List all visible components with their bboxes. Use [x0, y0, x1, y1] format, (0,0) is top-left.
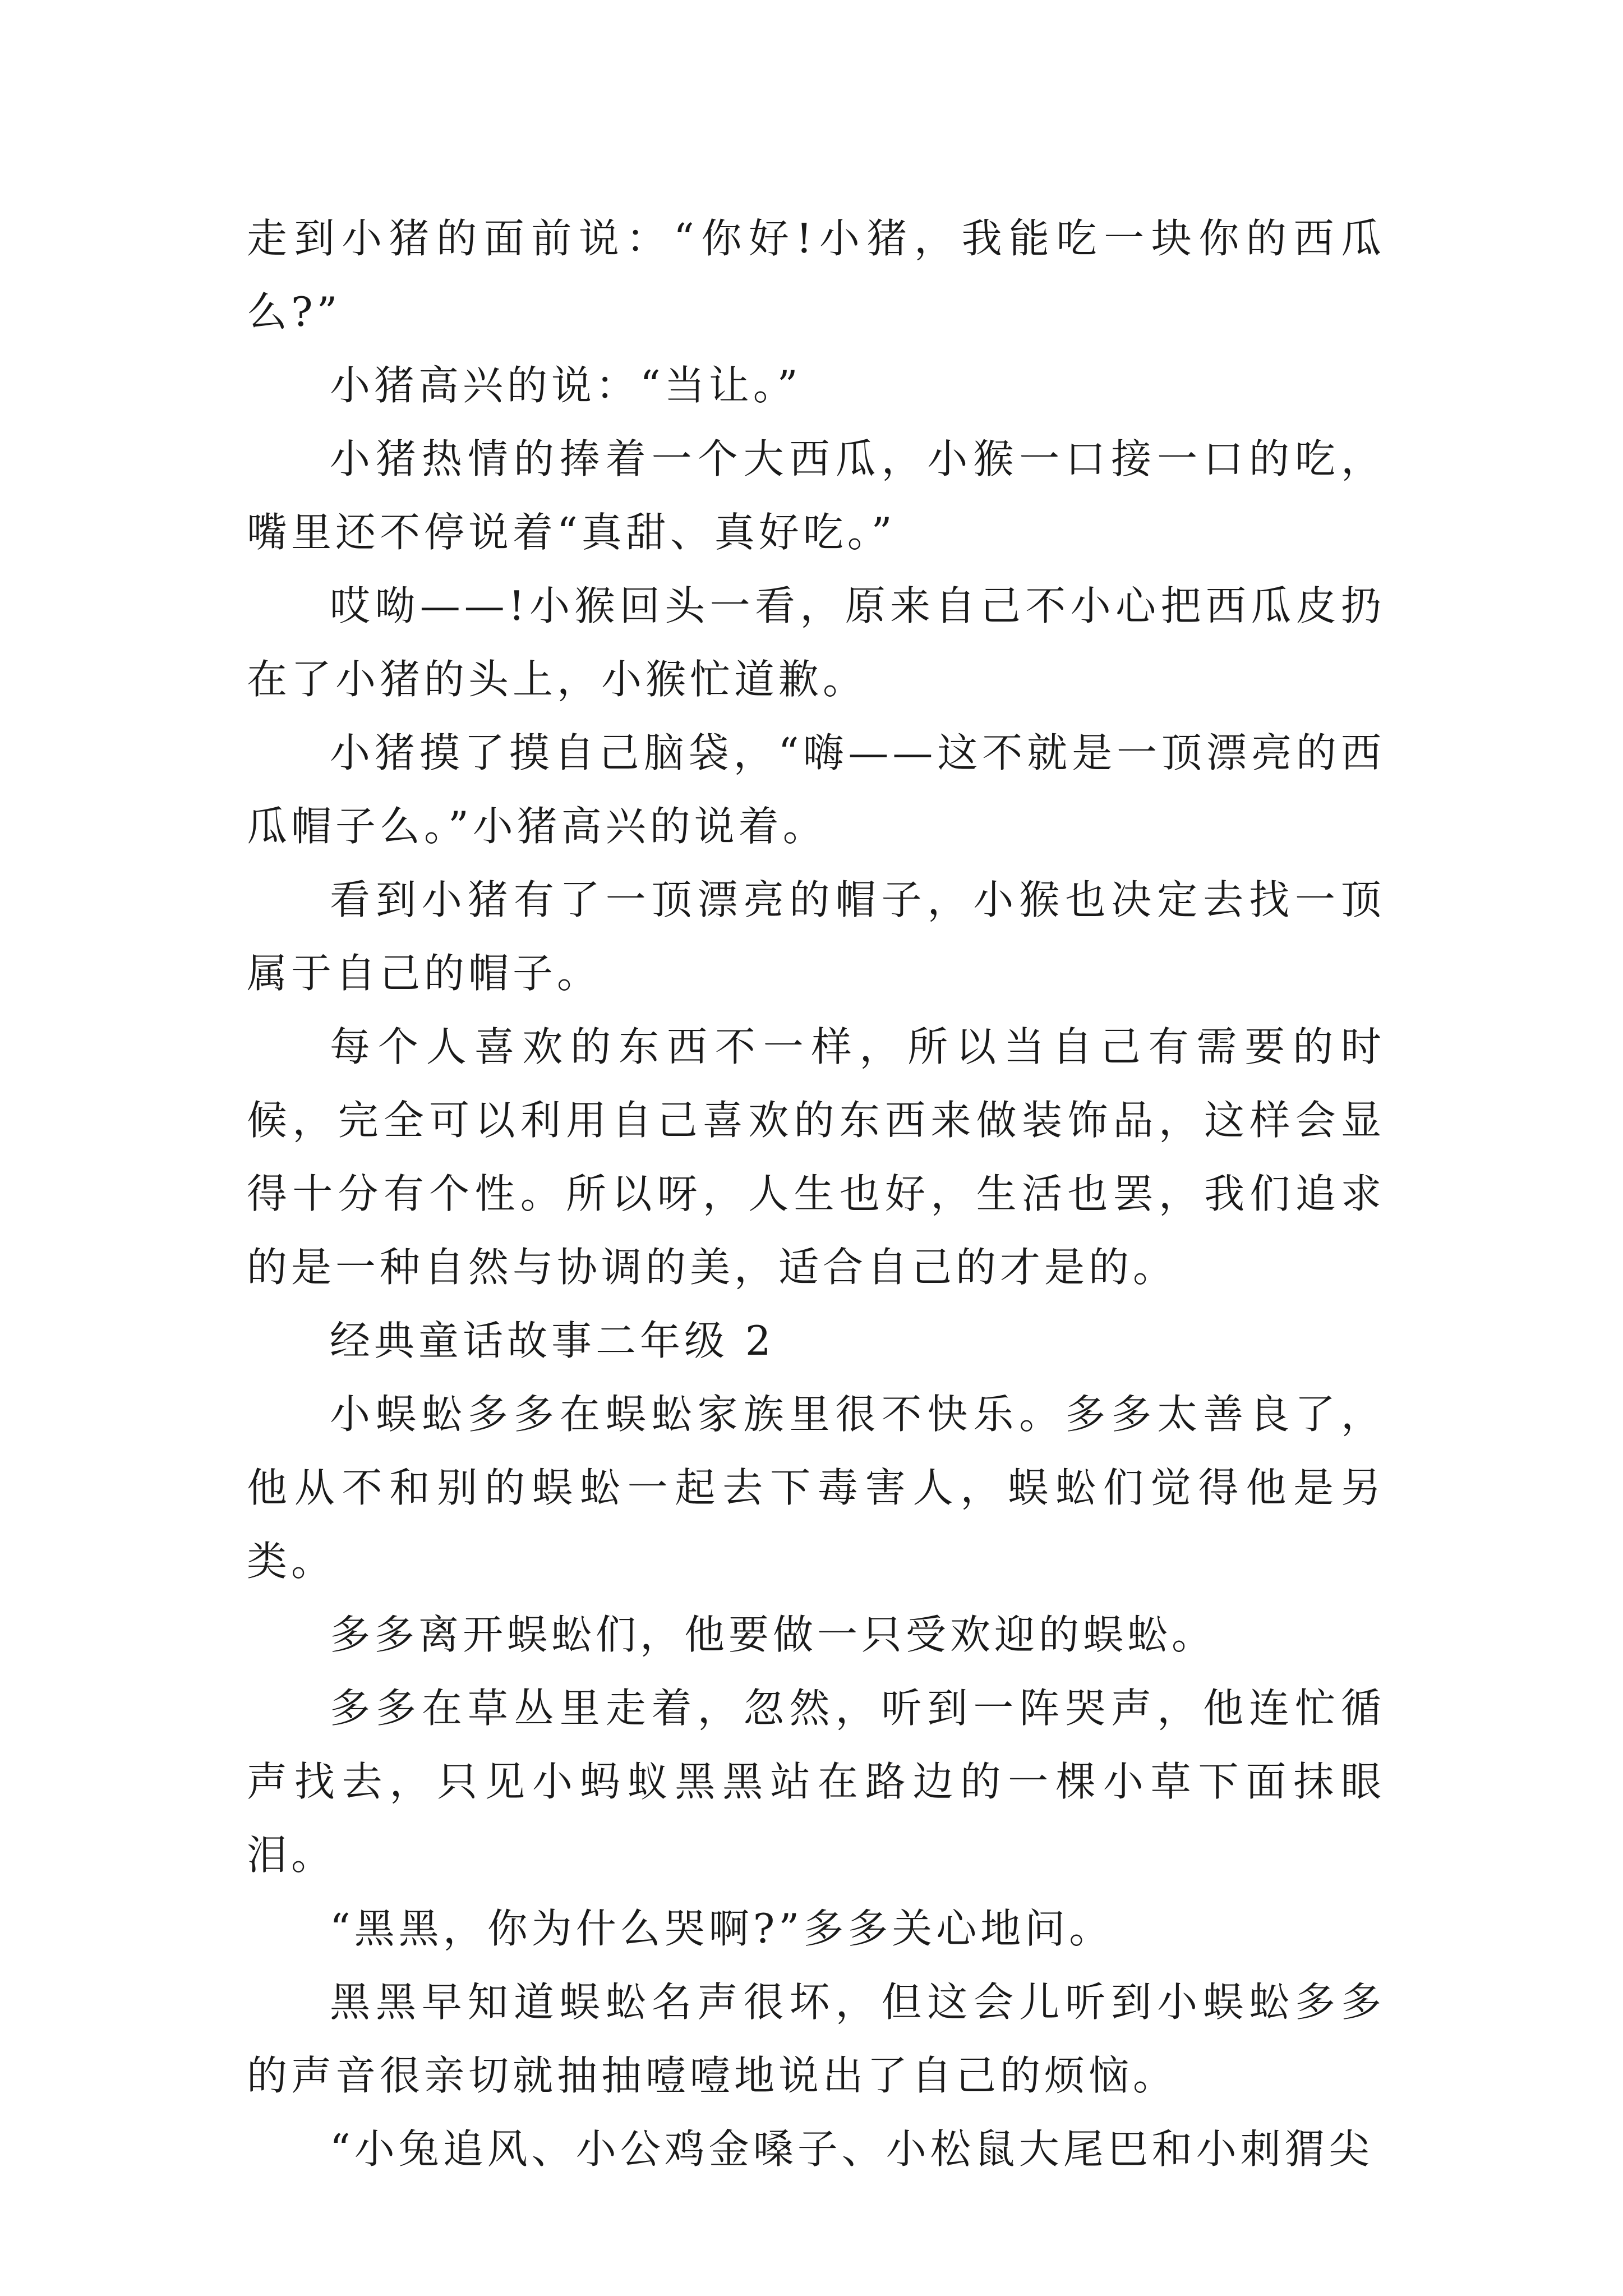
paragraph: “黑黑，你为什么哭啊?”多多关心地问。 — [330, 1905, 1114, 1952]
paragraph: 哎呦——!小猴回头一看，原来自己不小心把西瓜皮扔在了小猪的头上，小猴忙道歉。 — [247, 582, 1385, 703]
paragraph: 黑黑早知道蜈蚣名声很坏，但这会儿听到小蜈蚣多多的声音很亲切就抽抽噎噎地说出了自己的烦恼。 — [247, 1978, 1385, 2099]
paragraph: 看到小猪有了一顶漂亮的帽子，小猴也决定去找一顶属于自己的帽子。 — [247, 876, 1385, 997]
paragraph: 多多在草丛里走着，忽然，听到一阵哭声，他连忙循声找去，只见小蚂蚁黑黑站在路边的一棵小草下面抹眼泪。 — [247, 1685, 1385, 1879]
document-page — [247, 202, 1385, 2186]
paragraph: 每个人喜欢的东西不一样，所以当自己有需要的时候，完全可以利用自己喜欢的东西来做装饰品，这样会显得十分有个性。所以呀，人生也好，生活也罢，我们追求的是一种自然与协调的美，适合自己的才是的。 — [247, 1023, 1385, 1291]
paragraph: 小猪高兴的说：“当让。” — [330, 362, 802, 409]
paragraph: 小猪摸了摸自己脑袋，“嗨——这不就是一顶漂亮的西瓜帽子么。”小猪高兴的说着。 — [247, 729, 1385, 850]
paragraph: 小蜈蚣多多在蜈蚣家族里很不快乐。多多太善良了，他从不和别的蜈蚣一起去下毒害人，蜈蚣们觉得他是另类。 — [247, 1391, 1385, 1585]
paragraph: 走到小猪的面前说：“你好!小猪，我能吃一块你的西瓜么?” — [247, 215, 1385, 335]
paragraph: 多多离开蜈蚣们，他要做一只受欢迎的蜈蚣。 — [330, 1611, 1216, 1658]
paragraph: “小兔追风、小公鸡金嗓子、小松鼠大尾巴和小刺猬尖 — [330, 2125, 1373, 2173]
paragraph: 小猪热情的捧着一个大西瓜，小猴一口接一口的吃，嘴里还不停说着“真甜、真好吃。” — [247, 435, 1385, 556]
section-heading: 经典童话故事二年级 2 — [330, 1317, 775, 1364]
